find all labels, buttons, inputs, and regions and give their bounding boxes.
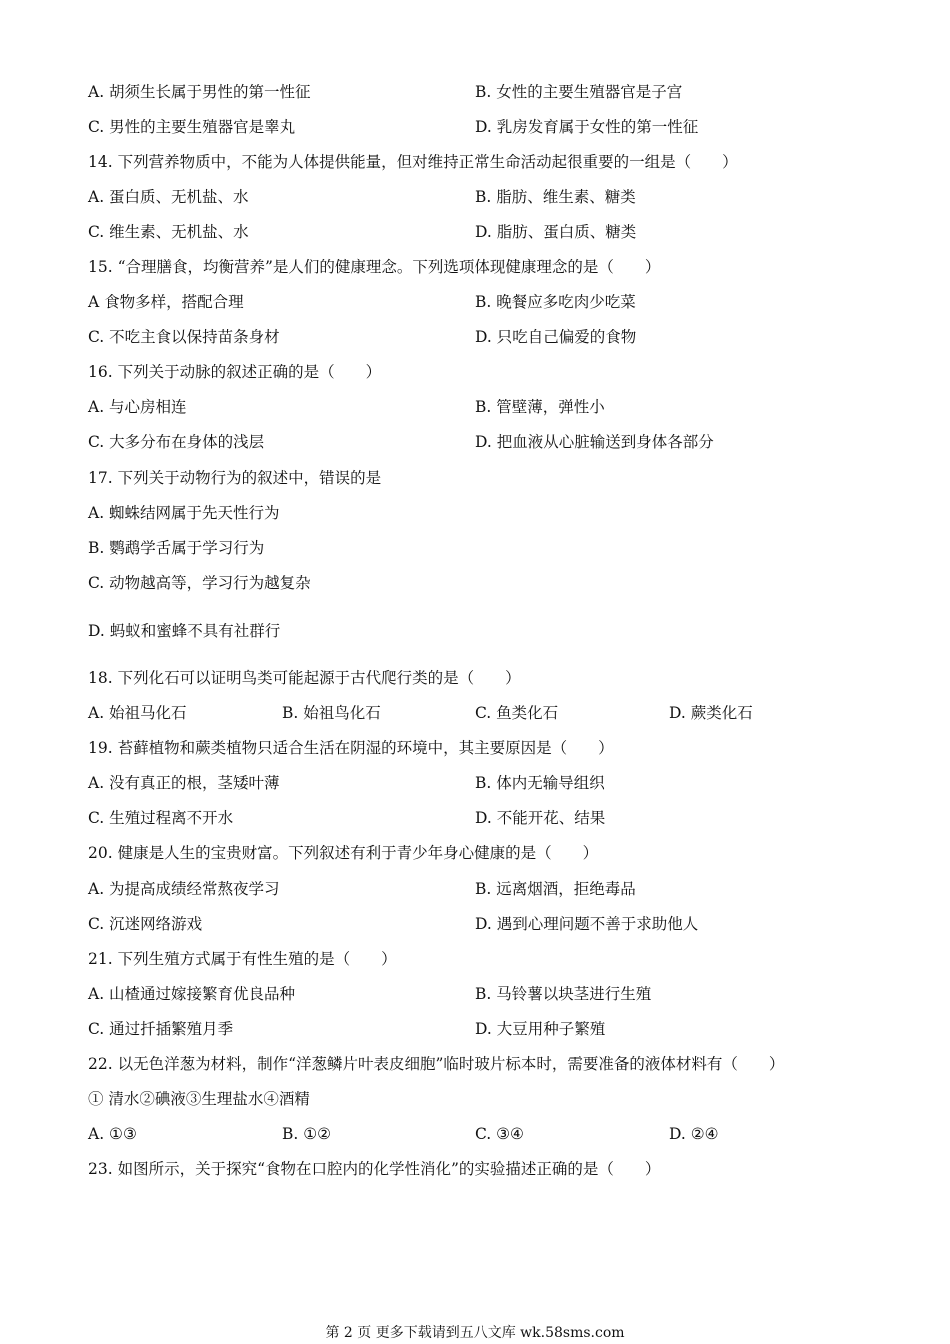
- question-line: [88, 500, 888, 526]
- option-0: C. 通过扦插繁殖月季: [88, 1020, 234, 1038]
- option-0: A. 山楂通过嫁接繁育优良品种: [88, 985, 296, 1003]
- option-2: C. ③④: [475, 1125, 524, 1143]
- option-2: B. 体内无输导组织: [475, 774, 605, 792]
- option-0: C. 大多分布在身体的浅层: [88, 433, 265, 451]
- question-line: [88, 535, 888, 561]
- line-text: B. 鹦鹉学舌属于学习行为: [88, 539, 265, 557]
- option-2: B. 晚餐应多吃肉少吃菜: [475, 293, 636, 311]
- option-2: B. 远离烟酒，拒绝毒品: [475, 880, 636, 898]
- line-text: 17. 下列关于动物行为的叙述中，错误的是: [88, 469, 382, 487]
- option-2: D. 不能开花、结果: [475, 809, 606, 827]
- line-text: D. 蚂蚁和蜜蜂不具有社群行: [88, 622, 281, 640]
- option-2: C. 鱼类化石: [475, 704, 559, 722]
- options-row: [88, 876, 888, 902]
- options-row: [88, 79, 888, 105]
- option-0: A. 始祖马化石: [88, 704, 187, 722]
- options-row: [88, 1016, 888, 1042]
- option-0: A. 胡须生长属于男性的第一性征: [88, 83, 311, 101]
- options-row: [88, 219, 888, 245]
- options-row: [88, 700, 888, 726]
- option-2: D. 把血液从心脏输送到身体各部分: [475, 433, 714, 451]
- line-text: ① 清水②碘液③生理盐水④酒精: [88, 1090, 310, 1108]
- question-line: [88, 665, 888, 691]
- page-footer: 第 2 页 更多下载请到五八文库 wk.58sms.com: [325, 1325, 625, 1341]
- option-0: C. 维生素、无机盐、水: [88, 223, 249, 241]
- question-line: [88, 618, 888, 644]
- options-row: [88, 429, 888, 455]
- options-row: [88, 981, 888, 1007]
- question-line: [88, 149, 888, 175]
- option-3: D. ②④: [669, 1125, 719, 1143]
- option-0: A. 没有真正的根，茎矮叶薄: [88, 774, 280, 792]
- option-1: B. 始祖鸟化石: [282, 704, 381, 722]
- option-2: D. 脂肪、蛋白质、糖类: [475, 223, 637, 241]
- option-0: C. 男性的主要生殖器官是睾丸: [88, 118, 296, 136]
- option-0: C. 不吃主食以保持苗条身材: [88, 328, 280, 346]
- line-text: 16. 下列关于动脉的叙述正确的是（ ）: [88, 363, 382, 381]
- option-2: B. 马铃薯以块茎进行生殖: [475, 985, 652, 1003]
- question-line: [88, 1086, 888, 1112]
- question-line: [88, 1051, 888, 1077]
- options-row: [88, 184, 888, 210]
- options-row: [88, 324, 888, 350]
- line-text: C. 动物越高等，学习行为越复杂: [88, 574, 311, 592]
- option-0: A. 蛋白质、无机盐、水: [88, 188, 249, 206]
- line-text: 18. 下列化石可以证明鸟类可能起源于古代爬行类的是（ ）: [88, 669, 521, 687]
- line-text: 14. 下列营养物质中，不能为人体提供能量，但对维持正常生命活动起很重要的一组是（ ）: [88, 153, 738, 171]
- line-text: 22. 以无色洋葱为材料，制作“洋葱鳞片叶表皮细胞”临时玻片标本时，需要准备的液体材料有（ ）: [88, 1055, 785, 1073]
- option-0: A 食物多样，搭配合理: [88, 293, 244, 311]
- option-0: A. 与心房相连: [88, 398, 187, 416]
- line-text: 21. 下列生殖方式属于有性生殖的是（ ）: [88, 950, 397, 968]
- option-1: B. ①②: [282, 1125, 332, 1143]
- options-row: [88, 394, 888, 420]
- line-text: A. 蜘蛛结网属于先天性行为: [88, 504, 280, 522]
- question-line: [88, 1156, 888, 1182]
- option-2: D. 大豆用种子繁殖: [475, 1020, 606, 1038]
- question-line: [88, 735, 888, 761]
- options-row: [88, 770, 888, 796]
- options-row: [88, 114, 888, 140]
- option-3: D. 蕨类化石: [669, 704, 753, 722]
- option-0: A. 为提高成绩经常熬夜学习: [88, 880, 280, 898]
- option-0: A. ①③: [88, 1125, 137, 1143]
- option-2: B. 女性的主要生殖器官是子宫: [475, 83, 683, 101]
- option-2: D. 乳房发育属于女性的第一性征: [475, 118, 699, 136]
- options-row: [88, 1121, 888, 1147]
- option-2: B. 管壁薄，弹性小: [475, 398, 605, 416]
- option-2: D. 只吃自己偏爱的食物: [475, 328, 637, 346]
- options-row: [88, 911, 888, 937]
- line-text: 20. 健康是人生的宝贵财富。下列叙述有利于青少年身心健康的是（ ）: [88, 844, 599, 862]
- option-0: C. 生殖过程离不开水: [88, 809, 234, 827]
- question-line: [88, 254, 888, 280]
- line-text: 23. 如图所示，关于探究“食物在口腔内的化学性消化”的实验描述正确的是（ ）: [88, 1160, 661, 1178]
- option-0: C. 沉迷网络游戏: [88, 915, 203, 933]
- options-row: [88, 805, 888, 831]
- question-line: [88, 465, 888, 491]
- option-2: D. 遇到心理问题不善于求助他人: [475, 915, 699, 933]
- question-line: [88, 946, 888, 972]
- option-2: B. 脂肪、维生素、糖类: [475, 188, 636, 206]
- question-line: [88, 570, 888, 596]
- question-line: [88, 359, 888, 385]
- options-row: [88, 289, 888, 315]
- line-text: 19. 苔藓植物和蕨类植物只适合生活在阴湿的环境中，其主要原因是（ ）: [88, 739, 614, 757]
- line-text: 15. “合理膳食，均衡营养”是人们的健康理念。下列选项体现健康理念的是（ ）: [88, 258, 661, 276]
- question-line: [88, 840, 888, 866]
